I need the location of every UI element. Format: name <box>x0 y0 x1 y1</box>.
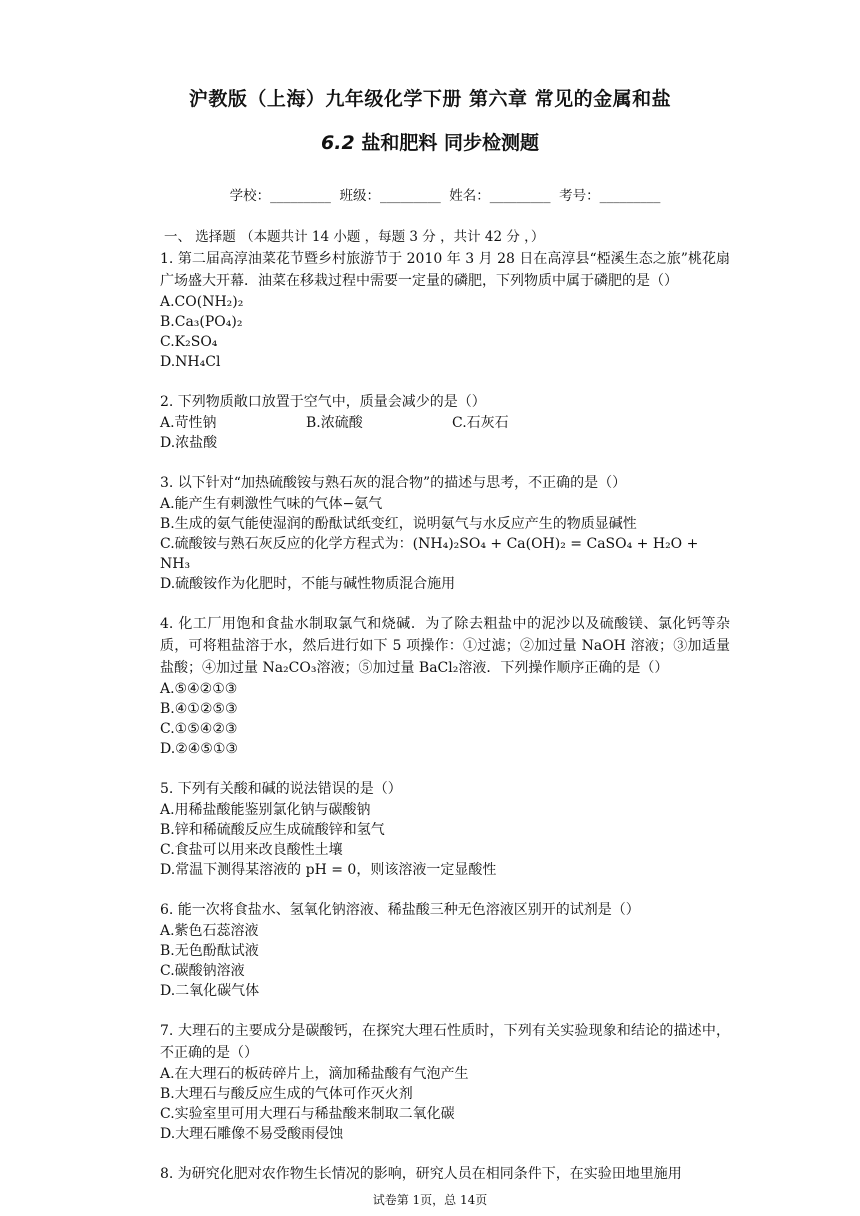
option-B[interactable]: B.大理石与酸反应生成的气体可作灭火剂 <box>160 1086 413 1102</box>
exam-subtitle <box>0 128 860 155</box>
option-B[interactable]: B.锌和稀硫酸反应生成硫酸锌和氢气 <box>160 822 385 838</box>
option-A[interactable]: A.⑤④②①③ <box>160 681 238 697</box>
question-text: 5. 下列有关酸和碱的说法错误的是（） <box>160 781 402 797</box>
question-text: 4. 化工厂用饱和食盐水制取氯气和烧碱．为了除去粗盐中的泥沙以及硫酸镁、氯化钙等杂质，可将粗盐溶于水，然后进行如下 5 项操作：①过滤；②加过量 NaOH 溶液；③加适量盐酸；④加过量 Na₂CO₃溶液；⑤加过量 BaCl₂溶液．下列操作顺序正确的是（） <box>160 616 730 676</box>
option-list <box>160 494 730 594</box>
question-text: 1. 第二届高淳油菜花节暨乡村旅游节于 2010 年 3 月 28 日在高淳县“椏溪生态之旅”桃花扇广场盛大开幕．油菜在移栽过程中需要一定量的磷肥，下列物质中属于磷肥的是（） <box>160 251 730 289</box>
option-C[interactable]: C.石灰石 <box>452 415 509 431</box>
option-C[interactable]: C.碳酸钠溶液 <box>160 963 245 979</box>
option-D[interactable]: D.浓盐酸 <box>160 435 218 451</box>
option-A[interactable]: A.紫色石蕊溶液 <box>160 923 259 939</box>
option-list <box>160 292 730 372</box>
question-text: 2. 下列物质敞口放置于空气中，质量会减少的是（） <box>160 394 486 410</box>
option-D[interactable]: D.大理石雕像不易受酸雨侵蚀 <box>160 1126 344 1142</box>
section-number: 6.2 <box>321 132 355 154</box>
option-D[interactable]: D.NH₄Cl <box>160 354 221 370</box>
option-list <box>160 921 730 1001</box>
question-spacer <box>160 372 730 391</box>
option-D[interactable]: D.②④⑤①③ <box>160 741 238 757</box>
question-4 <box>160 613 730 759</box>
option-C[interactable]: C.食盐可以用来改良酸性土壤 <box>160 842 343 858</box>
option-C[interactable]: C.硫酸铵与熟石灰反应的化学方程式为：(NH₄)₂SO₄ + Ca(OH)₂ = CaSO₄ + H₂O + NH₃ <box>160 536 699 572</box>
option-B[interactable]: B.浓硫酸 <box>306 415 363 431</box>
question-3 <box>160 472 730 594</box>
option-B[interactable]: B.生成的氨气能使湿润的酚酞试纸变红，说明氨气与水反应产生的物质显碱性 <box>160 516 637 532</box>
question-text: 6. 能一次将食盐水、氢氧化钠溶液、稀盐酸三种无色溶液区别开的试剂是（） <box>160 902 640 918</box>
question-1 <box>160 248 730 372</box>
option-D[interactable]: D.硫酸铵作为化肥时，不能与碱性物质混合施用 <box>160 576 456 592</box>
questions-container <box>160 248 730 1185</box>
question-spacer <box>160 880 730 899</box>
option-A[interactable]: A.CO(NH₂)₂ <box>160 294 244 310</box>
question-text: 3. 以下针对“加热硫酸铵与熟石灰的混合物”的描述与思考，不正确的是（） <box>160 475 627 491</box>
option-list <box>160 679 730 759</box>
question-6 <box>160 899 730 1001</box>
option-list <box>160 413 730 453</box>
page-footer: 试卷第 1页，总 14页 <box>372 1193 488 1207</box>
option-A[interactable]: A.用稀盐酸能鉴别氯化钠与碳酸钠 <box>160 802 371 818</box>
question-8 <box>160 1163 730 1185</box>
question-spacer <box>160 594 730 613</box>
option-C[interactable]: C.①⑤④②③ <box>160 721 238 737</box>
exam-title: 沪教版（上海）九年级化学下册 第六章 常见的金属和盐 <box>188 88 672 110</box>
option-D[interactable]: D.常温下测得某溶液的 pH = 0，则该溶液一定显酸性 <box>160 862 497 878</box>
option-list <box>160 800 730 880</box>
option-B[interactable]: B.Ca₃(PO₄)₂ <box>160 314 243 330</box>
option-A[interactable]: A.在大理石的板砖碎片上，滴加稀盐酸有气泡产生 <box>160 1066 469 1082</box>
section-heading: 一、 选择题 （本题共计 14 小题 ，每题 3 分 ，共计 42 分 ，） <box>164 229 545 245</box>
option-A[interactable]: A.能产生有刺激性气味的气体−氨气 <box>160 496 383 512</box>
question-list <box>160 226 730 1185</box>
question-spacer <box>160 1001 730 1020</box>
question-5 <box>160 778 730 880</box>
question-spacer <box>160 453 730 472</box>
question-2 <box>160 391 730 453</box>
question-spacer <box>160 1144 730 1163</box>
option-list <box>160 1064 730 1144</box>
option-B[interactable]: B.④①②⑤③ <box>160 701 238 717</box>
option-C[interactable]: C.K₂SO₄ <box>160 334 218 350</box>
option-A[interactable]: A.苛性钠 <box>160 415 217 431</box>
question-7 <box>160 1020 730 1144</box>
student-info-text: 学校：_________ 班级：_________ 姓名：_________ 考号：_________ <box>229 188 661 204</box>
option-D[interactable]: D.二氧化碳气体 <box>160 983 260 999</box>
subtitle-text: 盐和肥料 同步检测题 <box>354 132 539 154</box>
option-C[interactable]: C.实验室里可用大理石与稀盐酸来制取二氧化碳 <box>160 1106 455 1122</box>
option-B[interactable]: B.无色酚酞试液 <box>160 943 259 959</box>
student-info-line <box>0 184 860 204</box>
question-spacer <box>160 759 730 778</box>
question-text: 8. 为研究化肥对农作物生长情况的影响，研究人员在相同条件下，在实验田地里施用 <box>160 1166 682 1182</box>
question-text: 7. 大理石的主要成分是碳酸钙，在探究大理石性质时，下列有关实验现象和结论的描述中，不正确的是（） <box>160 1023 730 1061</box>
